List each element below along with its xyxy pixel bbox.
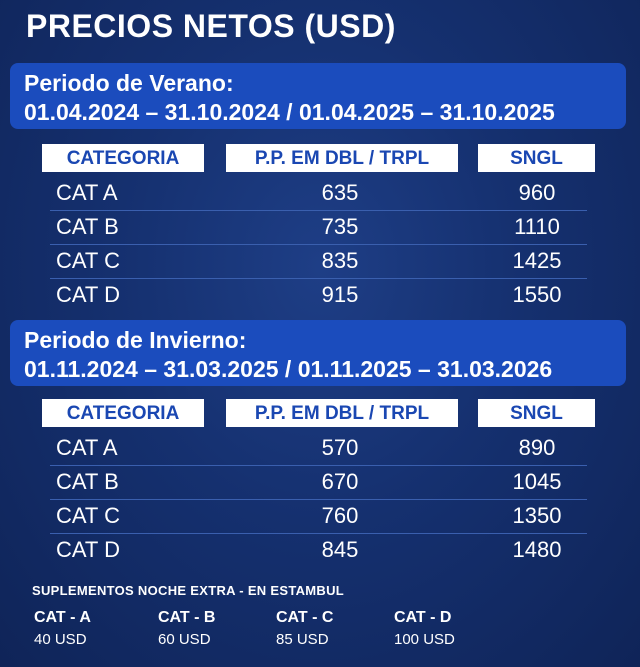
summer-row-cat-d: [50, 278, 587, 312]
winter-row-category: CAT C: [56, 503, 120, 528]
summer-row-double-price: 735: [321, 214, 359, 239]
summer-row-double-price: 635: [321, 180, 359, 205]
winter-period-name: Periodo de Invierno:: [24, 327, 247, 353]
winter-row-double-price: 845: [321, 537, 359, 562]
summer-row-cat-a: [50, 176, 587, 211]
winter-row-cat-b: [50, 465, 587, 500]
supplement-value: 85 USD: [276, 631, 329, 648]
summer-row-category: CAT C: [56, 248, 120, 273]
summer-row-single-price: 1425: [512, 248, 562, 273]
winter-header-double-triple: P.P. EM DBL / TRPL: [226, 399, 458, 427]
summer-row-category: CAT A: [56, 180, 118, 205]
supplement-label: CAT - B: [158, 609, 216, 626]
supplement-value: 60 USD: [158, 631, 211, 648]
winter-period-banner: [10, 320, 626, 386]
winter-row-single-price: 1350: [512, 503, 562, 528]
supplement-cat-b: [158, 608, 215, 652]
supplement-label: CAT - A: [34, 609, 91, 626]
supplement-label: CAT - D: [394, 609, 452, 626]
winter-row-single-price: 1045: [512, 469, 562, 494]
summer-row-single-price: 960: [518, 180, 556, 205]
summer-header-category: CATEGORIA: [42, 144, 204, 172]
summer-row-single-price: 1550: [512, 282, 562, 307]
winter-row-cat-a: [50, 431, 587, 466]
supplement-label: CAT - C: [276, 609, 334, 626]
winter-row-double-price: 570: [321, 435, 359, 460]
summer-row-category: CAT B: [56, 214, 119, 239]
winter-period-dates: 01.11.2024 – 31.03.2025 / 01.11.2025 – 31.03.2026: [24, 356, 553, 382]
winter-row-single-price: 1480: [512, 537, 562, 562]
summer-row-cat-c: [50, 244, 587, 279]
summer-row-cat-b: [50, 210, 587, 245]
summer-row-single-price: 1110: [514, 214, 560, 239]
winter-row-double-price: 760: [321, 503, 359, 528]
supplement-value: 100 USD: [394, 631, 455, 648]
supplement-value: 40 USD: [34, 631, 87, 648]
winter-row-double-price: 670: [321, 469, 359, 494]
summer-period-banner: [10, 63, 626, 129]
summer-period-dates: 01.04.2024 – 31.10.2024 / 01.04.2025 – 31.10.2025: [24, 99, 555, 125]
winter-header-category: CATEGORIA: [42, 399, 204, 427]
summer-period-name: Periodo de Verano:: [24, 70, 234, 96]
supplement-cat-c: [276, 608, 333, 652]
supplements-title: SUPLEMENTOS NOCHE EXTRA - EN ESTAMBUL: [32, 583, 345, 598]
winter-row-category: CAT A: [56, 435, 118, 460]
winter-row-cat-c: [50, 499, 587, 534]
summer-header-double-triple: P.P. EM DBL / TRPL: [226, 144, 458, 172]
winter-row-category: CAT D: [56, 537, 120, 562]
page-title: PRECIOS NETOS (USD): [26, 8, 396, 44]
summer-row-category: CAT D: [56, 282, 120, 307]
summer-row-double-price: 835: [321, 248, 359, 273]
winter-row-single-price: 890: [518, 435, 556, 460]
supplement-cat-d: [394, 608, 455, 652]
winter-row-cat-d: [50, 533, 587, 567]
summer-header-single: SNGL: [478, 144, 595, 172]
winter-row-category: CAT B: [56, 469, 119, 494]
summer-row-double-price: 915: [321, 282, 359, 307]
winter-header-single: SNGL: [478, 399, 595, 427]
supplement-cat-a: [34, 608, 91, 652]
